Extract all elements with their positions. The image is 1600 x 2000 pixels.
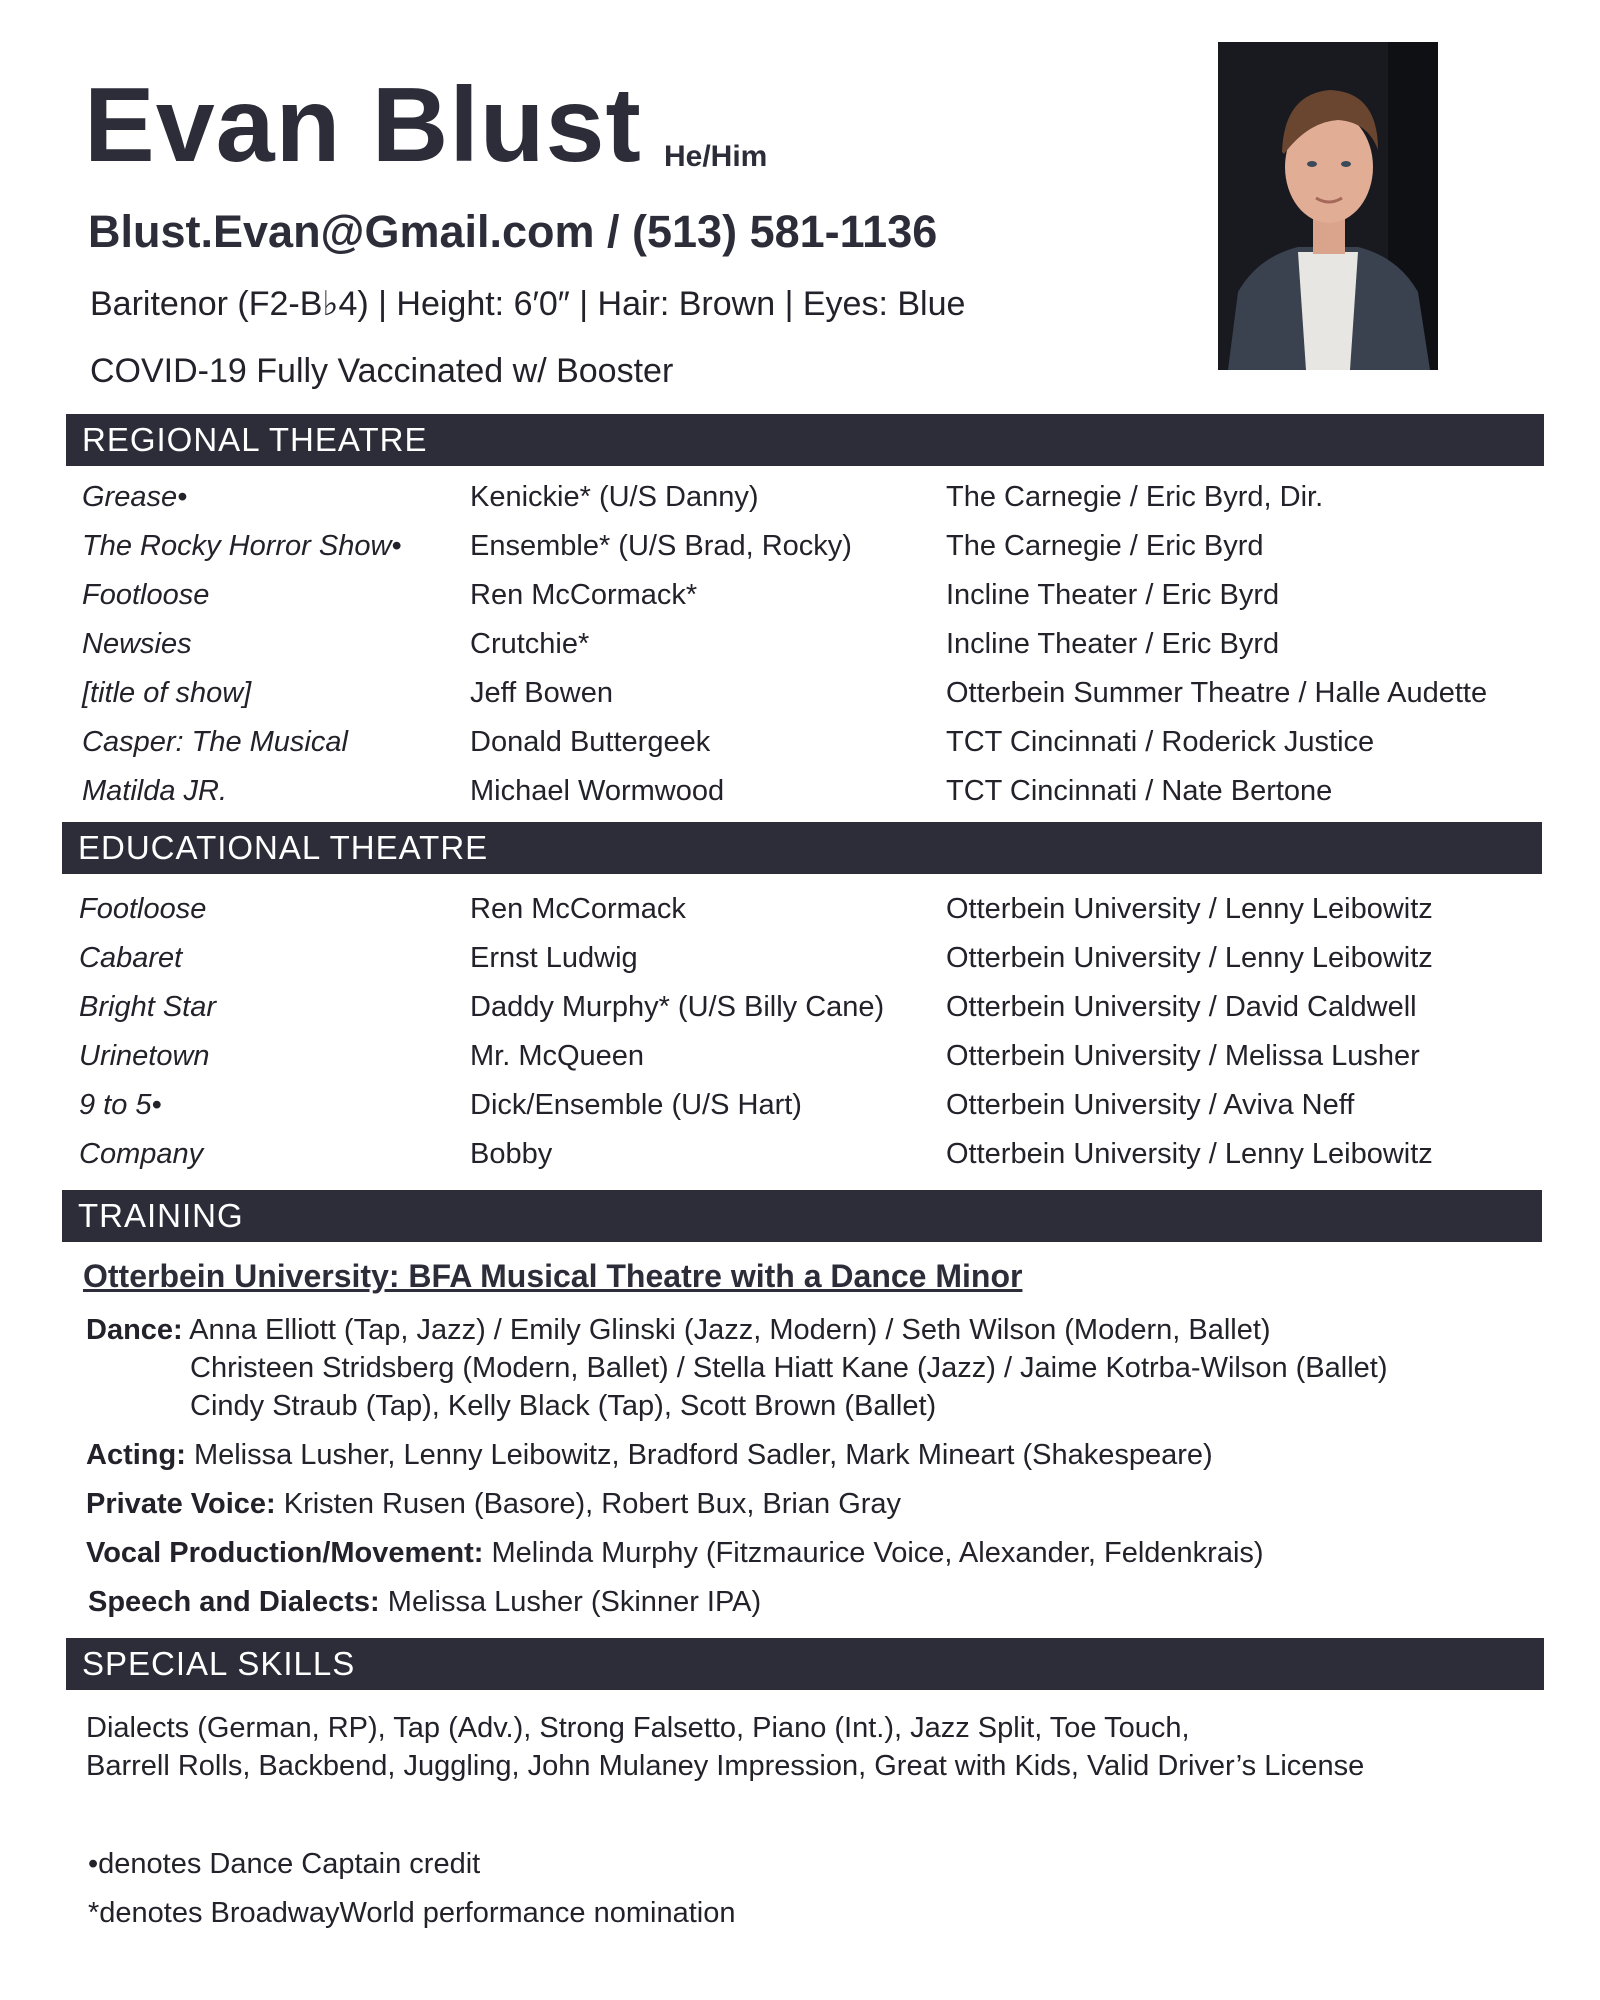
- show-title: Company: [79, 1138, 204, 1170]
- show-title: Footloose: [82, 579, 210, 611]
- section-special-skills: SPECIAL SKILLS: [66, 1638, 1544, 1690]
- role: Ren McCormack: [470, 893, 686, 925]
- role: Daddy Murphy* (U/S Billy Cane): [470, 991, 885, 1023]
- educational-credit-row: [0, 1138, 1600, 1178]
- educational-credit-row: [0, 991, 1600, 1031]
- dance-teachers-1: Anna Elliott (Tap, Jazz) / Emily Glinski (Jazz, Modern) / Seth Wilson (Modern, Ballet): [189, 1314, 1271, 1346]
- skills-line-1: Dialects (German, RP), Tap (Adv.), Strong Falsetto, Piano (Int.), Jazz Split, Toe Touch,: [86, 1712, 1190, 1744]
- regional-credit-row: [0, 530, 1600, 570]
- regional-credit-row: [0, 726, 1600, 766]
- show-title: Footloose: [79, 893, 207, 925]
- role: Donald Buttergeek: [470, 726, 711, 758]
- regional-credit-row: [0, 677, 1600, 717]
- regional-credit-row: [0, 481, 1600, 521]
- training-private-voice: [86, 1488, 901, 1521]
- regional-credit-row: [0, 775, 1600, 815]
- vocal-production-teachers: Melinda Murphy (Fitzmaurice Voice, Alexander, Feldenkrais): [491, 1537, 1264, 1569]
- show-title: 9 to 5•: [79, 1089, 162, 1121]
- speech-label: Speech and Dialects:: [88, 1586, 380, 1618]
- venue-director: The Carnegie / Eric Byrd, Dir.: [946, 481, 1324, 513]
- venue-director: Otterbein University / Melissa Lusher: [946, 1040, 1420, 1072]
- role: Kenickie* (U/S Danny): [470, 481, 759, 513]
- headshot-photo: [1218, 42, 1438, 370]
- show-title: Grease•: [82, 481, 188, 513]
- venue-director: TCT Cincinnati / Nate Bertone: [946, 775, 1333, 807]
- show-title: Matilda JR.: [82, 775, 228, 807]
- skills-line-2: Barrell Rolls, Backbend, Juggling, John Mulaney Impression, Great with Kids, Valid Driver’s License: [86, 1750, 1365, 1782]
- show-title: Urinetown: [79, 1040, 210, 1072]
- venue-director: Otterbein University / Lenny Leibowitz: [946, 893, 1433, 925]
- note-nomination: *denotes BroadwayWorld performance nomination: [88, 1897, 736, 1929]
- venue-director: Otterbein Summer Theatre / Halle Audette: [946, 677, 1488, 709]
- venue-director: Otterbein University / Lenny Leibowitz: [946, 942, 1433, 974]
- role: Bobby: [470, 1138, 553, 1170]
- vocal-production-label: Vocal Production/Movement:: [86, 1537, 484, 1569]
- role: Ernst Ludwig: [470, 942, 638, 974]
- training-school: Otterbein University: BFA Musical Theatre with a Dance Minor: [83, 1258, 1023, 1294]
- show-title: The Rocky Horror Show•: [82, 530, 402, 562]
- acting-label: Acting:: [86, 1439, 186, 1471]
- role: Michael Wormwood: [470, 775, 725, 807]
- dance-teachers-2: Christeen Stridsberg (Modern, Ballet) / Stella Hiatt Kane (Jazz) / Jaime Kotrba-Wilson (Ballet): [190, 1352, 1388, 1384]
- acting-teachers: Melissa Lusher, Lenny Leibowitz, Bradford Sadler, Mark Mineart (Shakespeare): [193, 1439, 1213, 1471]
- educational-credit-row: [0, 1089, 1600, 1129]
- show-title: Newsies: [82, 628, 192, 660]
- speech-teachers: Melissa Lusher (Skinner IPA): [387, 1586, 762, 1618]
- venue-director: Otterbein University / David Caldwell: [946, 991, 1417, 1023]
- headshot-illustration: [1218, 42, 1438, 370]
- training-acting: [86, 1439, 1213, 1472]
- section-regional-theatre: REGIONAL THEATRE: [66, 414, 1544, 466]
- section-educational-theatre: EDUCATIONAL THEATRE: [62, 822, 1542, 874]
- educational-credit-row: [0, 942, 1600, 982]
- note-dance-captain: •denotes Dance Captain credit: [88, 1848, 481, 1880]
- private-voice-label: Private Voice:: [86, 1488, 276, 1520]
- venue-director: Otterbein University / Aviva Neff: [946, 1089, 1355, 1121]
- dance-label: Dance:: [86, 1314, 183, 1346]
- educational-credit-row: [0, 1040, 1600, 1080]
- private-voice-teachers: Kristen Rusen (Basore), Robert Bux, Brian Gray: [283, 1488, 902, 1520]
- role: Jeff Bowen: [470, 677, 613, 709]
- actor-name: Evan Blust: [84, 66, 642, 184]
- role: Ren McCormack*: [470, 579, 698, 611]
- show-title: Casper: The Musical: [82, 726, 348, 758]
- training-dance-line-1: [86, 1314, 1271, 1347]
- covid-status: COVID-19 Fully Vaccinated w/ Booster: [90, 352, 674, 390]
- venue-director: TCT Cincinnati / Roderick Justice: [946, 726, 1375, 758]
- vitals-line: Baritenor (F2-B♭4) | Height: 6′0″ | Hair: Brown | Eyes: Blue: [90, 285, 966, 323]
- training-speech: [88, 1586, 761, 1619]
- show-title: [title of show]: [82, 677, 252, 709]
- venue-director: Incline Theater / Eric Byrd: [946, 628, 1280, 660]
- role: Mr. McQueen: [470, 1040, 645, 1072]
- role: Dick/Ensemble (U/S Hart): [470, 1089, 802, 1121]
- pronouns: He/Him: [664, 140, 768, 173]
- regional-credit-row: [0, 628, 1600, 668]
- venue-director: The Carnegie / Eric Byrd: [946, 530, 1264, 562]
- section-training: TRAINING: [62, 1190, 1542, 1242]
- regional-credit-row: [0, 579, 1600, 619]
- educational-credit-row: [0, 893, 1600, 933]
- show-title: Bright Star: [79, 991, 216, 1023]
- dance-teachers-3: Cindy Straub (Tap), Kelly Black (Tap), Scott Brown (Ballet): [190, 1390, 937, 1422]
- venue-director: Otterbein University / Lenny Leibowitz: [946, 1138, 1433, 1170]
- show-title: Cabaret: [79, 942, 183, 974]
- role: Crutchie*: [470, 628, 590, 660]
- training-vocal-production: [86, 1537, 1264, 1570]
- venue-director: Incline Theater / Eric Byrd: [946, 579, 1280, 611]
- contact-info: Blust.Evan@Gmail.com / (513) 581-1136: [88, 206, 938, 257]
- role: Ensemble* (U/S Brad, Rocky): [470, 530, 852, 562]
